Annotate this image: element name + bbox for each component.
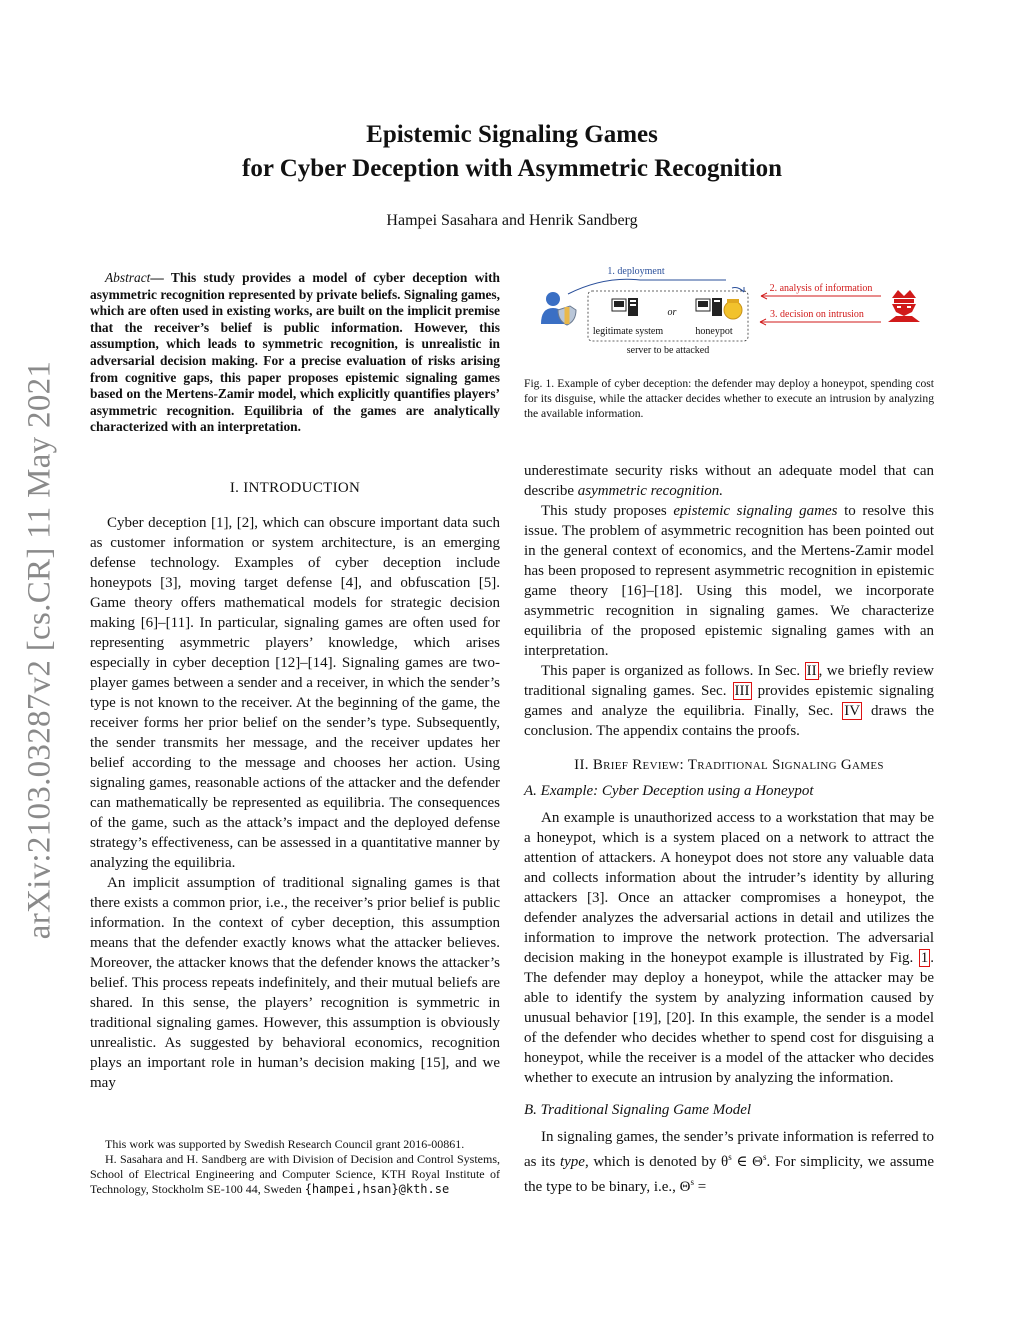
section-2b-text-d: . For simplicity, we assume the type to be binary, i.e., Θ	[524, 1154, 935, 1195]
deployment-label: 1. deployment	[607, 266, 665, 277]
section-2-heading: II. Brief Review: Traditional Signaling Games	[574, 757, 884, 773]
intro-p3-text: underestimate security risks without an adequate model that can describe	[524, 463, 934, 499]
intro-paragraph-5	[524, 661, 934, 741]
defender-icon	[541, 292, 576, 325]
subsection-a-heading: A. Example: Cyber Deception using a Honeypot	[524, 783, 814, 799]
right-column	[524, 461, 934, 1197]
decision-label: 3. decision on intrusion	[770, 309, 864, 320]
honeypot-label: honeypot	[695, 326, 733, 337]
legitimate-system-icon	[612, 298, 638, 316]
analysis-label: 2. analysis of information	[769, 283, 873, 294]
subsection-b-heading: B. Traditional Signaling Game Model	[524, 1102, 752, 1118]
footnote-email: {hampei,hsan}@kth.se	[304, 1182, 450, 1196]
intro-p5-text-a: This paper is organized as follows. In Sec.	[541, 663, 805, 679]
footnote-funding: This work was supported by Swedish Research Council grant 2016-00861.	[105, 1137, 465, 1151]
section-2a-text-b: . The defender may deploy a honeypot, while the attacker may be able to identify the system by analyzing information caused by unusual behavior [19], [20]. In this example, the sender is a model of the defender who decides whether to spend cost for disguising a honeypot, while the receiver is a model of the attacker who decides whether to execute an intrusion by analyzing the information.	[524, 950, 934, 1086]
section-ref-iii[interactable]: III	[734, 683, 750, 699]
intro-paragraph-4	[524, 501, 934, 661]
paper-title	[150, 118, 874, 186]
intro-paragraph-2: An implicit assumption of traditional signaling games is that there exists a common prior, i.e., the receiver’s prior belief is public information. In the context of cyber deception, this assumption means that the defender exactly knows what the attacker believes. Moreover, the attacker knows that the defender knows the attacker’s belief. This process repeats indefinitely, and their mutual beliefs are shared. In this sense, the players’ recognition is symmetric in traditional signaling games. However, this assumption is obviously unrealistic. As suggested by behavioral economics, recognition plays an important role in human’s decision making [15], and we may	[90, 875, 500, 1091]
intro-p5-text-b: , we briefly review traditional signaling games. Sec.	[524, 663, 934, 699]
section-1-heading: I. INTRODUCTION	[229, 480, 361, 496]
intro-p3-emphasis: asymmetric recognition.	[577, 483, 723, 499]
authors: Hampei Sasahara and Henrik Sandberg	[386, 212, 638, 229]
theta-superscript: s	[728, 1152, 732, 1162]
theta-set-superscript-2: s	[690, 1177, 694, 1187]
figure-1-caption: Fig. 1. Example of cyber deception: the defender may deploy a honeypot, spending cost for its disguise, while the attacker decides whether to execute an intrusion by analyzing the available information.	[524, 377, 934, 420]
arxiv-id: arXiv:2103.03287v2 [cs.CR] 11 May 2021	[21, 360, 58, 940]
section-ref-iv[interactable]: IV	[844, 703, 861, 719]
intro-paragraph-3	[524, 461, 934, 501]
figure-ref-1[interactable]: 1	[920, 950, 929, 966]
footnote-affiliation	[90, 1152, 500, 1197]
section-2a-text-a: An example is unauthorized access to a workstation that may be a honeypot, which is a system placed on a network to attract the attention of attackers. A honeypot does not store any valuable data and collects information about the intruder’s identity by alluring attackers [3]. Once an attacker compromises a honeypot, the defender analyzes the adversarial actions in detail and utilizes the information to improve the network protection. The adversarial decision making in the honeypot example is illustrated by Fig.	[524, 810, 934, 966]
title-line-1: Epistemic Signaling Games	[366, 121, 658, 148]
footnote-affiliation-text: H. Sasahara and H. Sandberg are with Division of Decision and Control Systems, School of Electrical Engineering and Computer Science, KTH Royal Institute of Technology, Stockholm SE-100 44, Sweden	[90, 1152, 500, 1196]
section-2b-emphasis: type	[559, 1154, 585, 1170]
abstract-label: Abstract	[105, 270, 151, 285]
arxiv-stamp	[10, 350, 70, 950]
section-2a-paragraph	[524, 808, 934, 1088]
intro-paragraph-1: Cyber deception [1], [2], which can obscure important data such as customer information or system architecture, is an emerging defense technology. Examples of cyber deception include honeypots [3], moving target defense [4], and obfuscation [5]. Game theory offers mathematical models for strategic decision making [6]–[11]. In particular, signaling games are often used for representing asymmetric players’ knowledge, which arises especially in cyber deception [12]–[14]. Signaling games are two-player games between a sender and a receiver, in which the sender’s type is not known to the receiver. At the beginning of the game, the receiver forms her prior belief on the sender’s type. Subsequently, the sender transmits her message, and the receiver updates her belief according to the message and chooses her action. Using signaling games, reasonable actions of the attacker and the defender can mathematically be represented as equilibria. The consequences of the game, such as the attack’s impact and the deployed defense strategy’s effectiveness, can be assessed in a quantitative manner by analyzing the equilibria.	[90, 515, 500, 871]
section-2b-text-e: =	[694, 1179, 707, 1195]
figure-1	[524, 258, 934, 366]
server-label: server to be attacked	[626, 345, 710, 356]
abstract	[90, 270, 500, 436]
section-2b-text-a: In signaling games, the sender’s private information is referred to as its	[524, 1129, 934, 1170]
footnotes	[90, 1137, 500, 1197]
theta-set-superscript: s	[762, 1152, 767, 1162]
intro-p4-emphasis: epistemic signaling games	[673, 503, 838, 519]
abstract-text: — This study provides a model of cyber deception with asymmetric recognition represented by private beliefs. Signaling games, which are often used in existing works, are built on the implicit premise that the receiver’s belief is public information. However, this assumption, which leads to symmetric recognition, is unrealistic in adversarial decision making. For a precise evaluation of risks arising from cognitive gaps, this paper proposes epistemic signaling games based on the Mertens-Zamir model, which explicitly quantifies players’ asymmetric recognition. Equilibria of the games are analytically characterized with an interpretation.	[90, 270, 500, 435]
attacker-icon	[888, 290, 920, 322]
section-2b-text-c: ∈ Θ	[731, 1154, 763, 1170]
or-label: or	[667, 307, 677, 318]
section-2b-paragraph	[524, 1127, 934, 1197]
intro-body	[90, 513, 500, 1093]
title-line-2: for Cyber Deception with Asymmetric Recognition	[242, 155, 782, 182]
section-ref-ii[interactable]: II	[806, 663, 817, 679]
section-2b-text-b: , which is denoted by θ	[584, 1154, 729, 1170]
intro-p5-text-c: provides epistemic signaling games and analyze the equilibria. Finally, Sec.	[524, 683, 934, 719]
honeypot-icon	[696, 298, 742, 319]
legitimate-label: legitimate system	[592, 326, 664, 337]
intro-p4-text-b: to resolve this issue. The problem of asymmetric recognition has been pointed out in the general context of economics, and the Mertens-Zamir model has been proposed to represent asymmetric recognition in epistemic game theory [16]–[18]. Using this model, we incorporate asymmetric recognition in signaling games. We characterize equilibria of the proposed epistemic signaling games with an interpretation.	[524, 503, 935, 659]
figure-1-diagram	[524, 258, 934, 366]
intro-p5-text-d: draws the conclusion. The appendix contains the proofs.	[524, 703, 934, 739]
intro-p4-text-a: This study proposes	[541, 503, 674, 519]
